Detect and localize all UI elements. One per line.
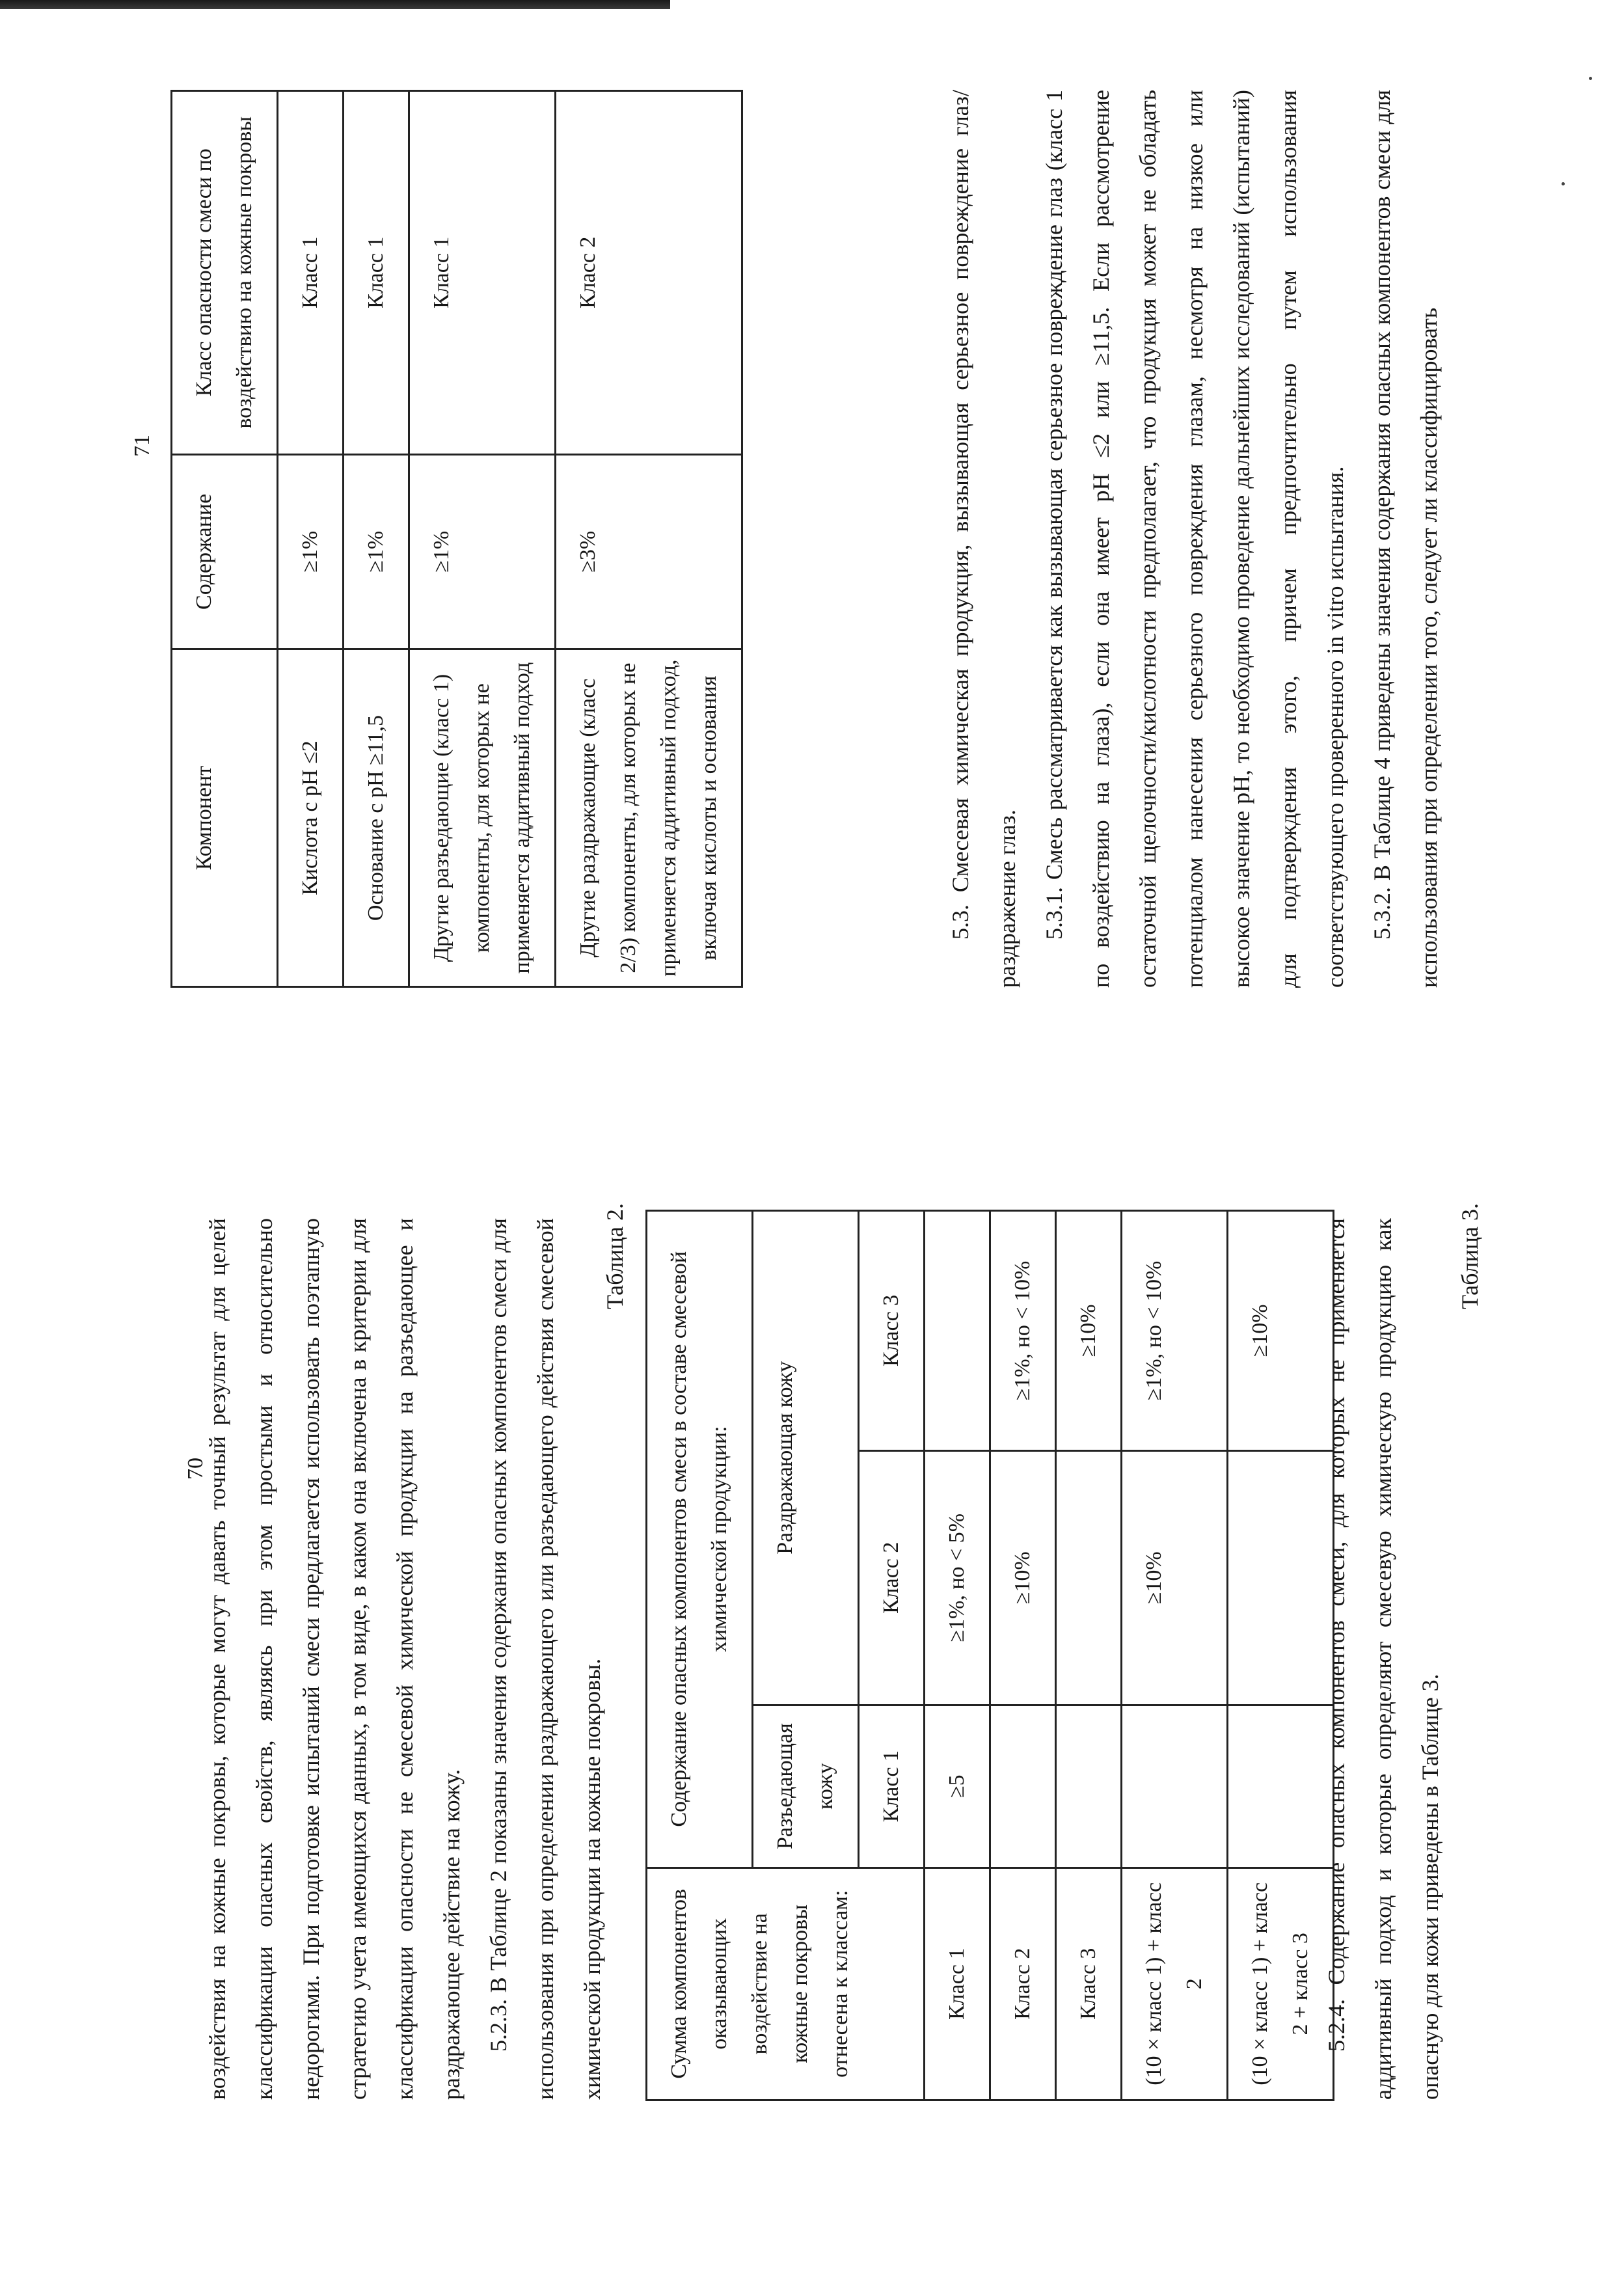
- table-cell: ≥1%: [409, 454, 556, 649]
- table-header-cell: Сумма компонентов оказывающих воздействие на кожные покровы отнесена к классам:: [647, 1868, 925, 2100]
- paragraph: 5.3. Смесевая химическая продукция, вызывающая серьезное повреждение глаз/раздражение глаз.: [947, 90, 1020, 988]
- table-cell: [1056, 1705, 1122, 1868]
- table-header-cell: Содержание: [172, 454, 278, 649]
- table-row: [344, 91, 409, 987]
- table-row: [409, 91, 556, 987]
- table-cell: ≥10%: [990, 1450, 1056, 1705]
- table-cell: ≥10%: [1056, 1211, 1122, 1451]
- body-text: [194, 1218, 616, 2100]
- table-cell: Другие раздражающие (класс 2/3) компоненты, для которых не применяется аддитивный подход, включая кислоты и основания: [556, 649, 742, 987]
- page-70: [0, 1141, 1624, 2282]
- table-cell: Класс 2: [990, 1868, 1056, 2100]
- table-cell: ≥1%: [344, 454, 409, 649]
- table-cell: ≥1%: [278, 454, 344, 649]
- table-cell: Класс 1: [278, 91, 344, 455]
- body-text: [937, 90, 1452, 988]
- table-header-cell: Класс 1: [859, 1705, 925, 1868]
- table-caption: Таблица 2.: [602, 1203, 628, 1309]
- table-cell: Класс 3: [1056, 1868, 1122, 2100]
- table-cell: [1056, 1450, 1122, 1705]
- table-cell: ≥3%: [556, 454, 742, 649]
- table-3: [170, 90, 743, 988]
- paragraph: 5.2.3. В Таблице 2 показаны значения содержания опасных компонентов смеси для использования при определении раздражающего или разъедающего действия смесевой химической продукции на кожные покровы.: [485, 1218, 605, 2100]
- table-2: [645, 1210, 1334, 2101]
- table-header-cell: Компонент: [172, 649, 278, 987]
- table-row: [990, 1211, 1056, 2100]
- table-cell: ≥10%: [1122, 1450, 1228, 1705]
- table-row: [278, 91, 344, 987]
- page-number: 70: [183, 1458, 208, 1480]
- table-cell: ≥1%, но < 10%: [990, 1211, 1056, 1451]
- table-cell: [990, 1705, 1056, 1868]
- table-header-cell: Раздражающая кожу: [753, 1211, 859, 1705]
- table-cell: ≥10%: [1228, 1211, 1334, 1451]
- table-header-cell: Класс 2: [859, 1450, 925, 1705]
- table-cell: (10 × класс 1) + класс 2: [1122, 1868, 1228, 2100]
- table-cell: ≥1%, но < 5%: [925, 1450, 990, 1705]
- paragraph: 5.3.2. В Таблице 4 приведены значения содержания опасных компонентов смеси для использования при определении того, следует ли классифицировать: [1369, 90, 1442, 988]
- table-cell: ≥1%, но < 10%: [1122, 1211, 1228, 1451]
- table-cell: Класс 1: [925, 1868, 990, 2100]
- table-cell: [1122, 1705, 1228, 1868]
- table-cell: Кислота с pH ≤2: [278, 649, 344, 987]
- table-cell: Класс 1: [409, 91, 556, 455]
- paragraph: 5.2.4. Содержание опасных компонентов смеси, для которых не применяется аддитивный подход и которые определяют смесевую химическую продукцию как опасную для кожи приведены в Таблице 3.: [1323, 1218, 1443, 2100]
- table-cell: Основание с pH ≥11,5: [344, 649, 409, 987]
- table-row: [925, 1211, 990, 2100]
- paragraph: 5.3.1. Смесь рассматривается как вызывающая серьезное повреждение глаз (класс 1 по воздействию на глаза), если она имеет pH ≤2 или ≥11,5. Если рассмотрение остаточной щелочности/кислотности предполагает, что продукция может не обладать потенциалом нанесения серьезного повреждения глазам, несмотря на низкое или высокое значение pH, то необходимо проведение дальнейших исследований (испытаний) для подтверждения этого, причем предпочтительно путем использования соответствующего проверенного in vitro испытания.: [1041, 90, 1348, 988]
- table-header-cell: Класс 3: [859, 1211, 925, 1451]
- table-cell: Класс 2: [556, 91, 742, 455]
- table-header-cell: Разъедающая кожу: [753, 1705, 859, 1868]
- table-cell: (10 × класс 1) + класс 2 + класс 3: [1228, 1868, 1334, 2100]
- paragraph: воздействия на кожные покровы, которые могут давать точный результат для целей классификации опасных свойств, являясь при этом простыми и относительно недорогими. При подготовке испытаний смеси предлагается использовать поэтапную стратегию учета имеющихся данных, в том виде, в каком она включена в критерии для классификации опасности не смесевой химической продукции на разъедающее и раздражающее действие на кожу.: [204, 1218, 465, 2100]
- table-cell: Другие разъедающие (класс 1) компоненты, для которых не применяется аддитивный подход: [409, 649, 556, 987]
- body-text: [1313, 1218, 1454, 2100]
- table-row: [1056, 1211, 1122, 2100]
- table-cell: [925, 1211, 990, 1451]
- table-row: [1122, 1211, 1228, 2100]
- table-cell: Класс 1: [344, 91, 409, 455]
- table-header-cell: Содержание опасных компонентов смеси в составе смесевой химической продукции:: [647, 1211, 753, 1868]
- table-header-cell: Класс опасности смеси по воздействию на кожные покровы: [172, 91, 278, 455]
- page-number: 71: [130, 435, 154, 457]
- table-row: [556, 91, 742, 987]
- table-caption: Таблица 3.: [1457, 1203, 1483, 1309]
- table-cell: ≥5: [925, 1705, 990, 1868]
